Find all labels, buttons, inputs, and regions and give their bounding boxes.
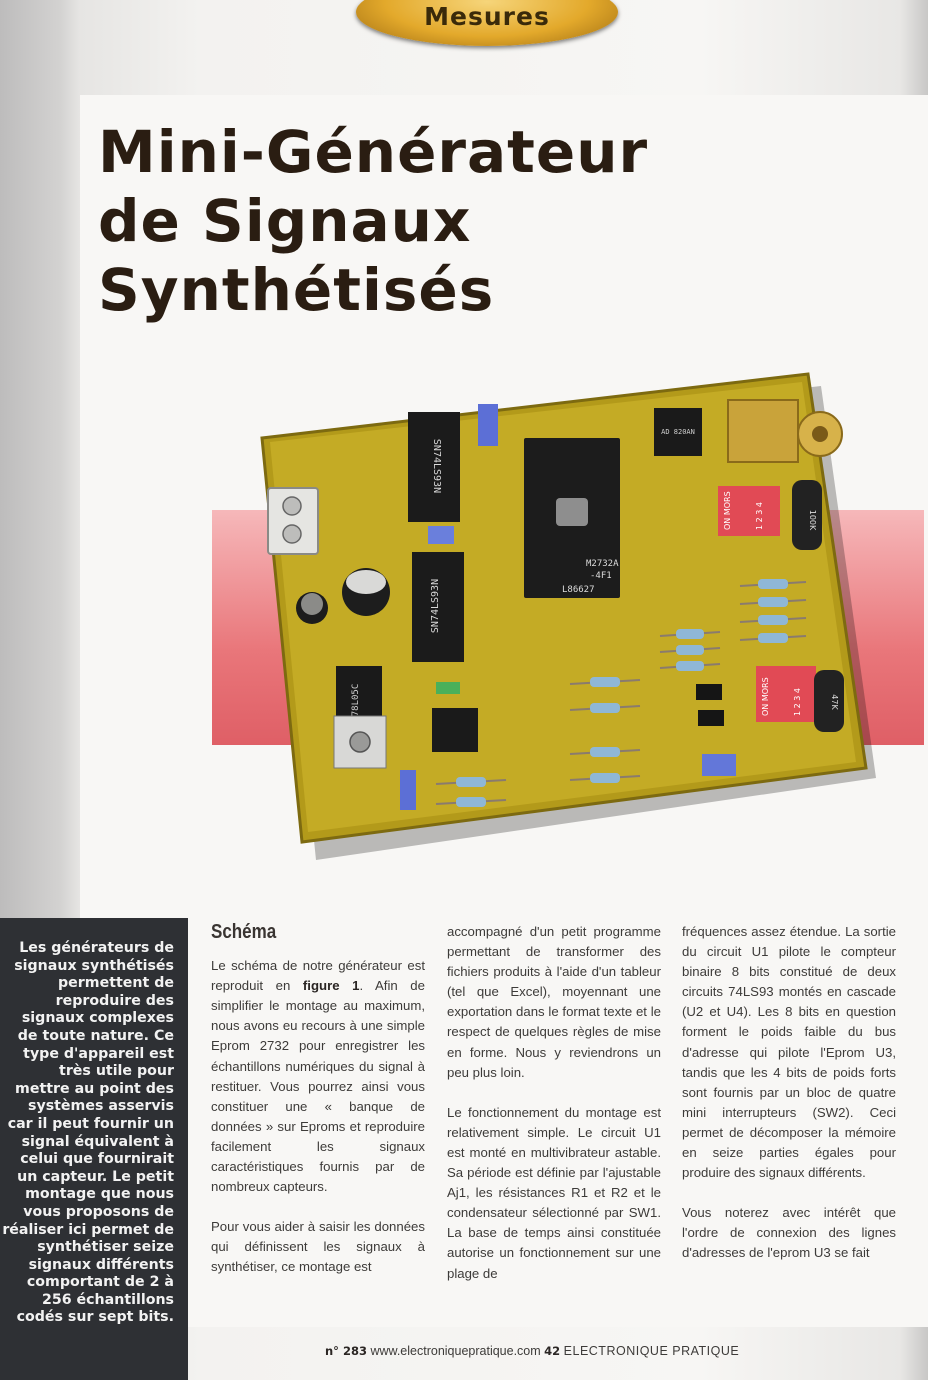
col3-paragraph-2: Vous noterez avec intérêt que l'ordre de connexion des lignes d'adresses de l'eprom U3 se fait xyxy=(682,1205,896,1261)
col2-paragraph-2: Le fonctionnement du montage est relativement simple. Le circuit U1 est monté en multivibrateur astable. Sa période est définie par l'ajustable Aj1, les résistances R1 et R2 et le condensateur sélectionné par SW1. La base de temps ainsi constituée autorise un fonctionnement sur une plage de xyxy=(447,1104,661,1281)
chip-label-u4: SN74LS93N xyxy=(430,578,441,634)
col1-paragraph-2: Pour vous aider à saisir les données qui définissent les signaux à synthétiser, ce montage est xyxy=(211,1219,425,1275)
col2-paragraph-1: accompagné d'un petit programme permettant de transformer des fichiers produits à l'aide d'un tableur (tel que Excel), moyennant une exportation dans le format texte et le respect de quelques règles de mise en forme. Nous y reviendrons un peu plus loin. xyxy=(447,924,661,1080)
eprom-label: M2732A xyxy=(586,559,619,569)
circuit-board-photo xyxy=(240,370,880,860)
dip-label-1: ON MORS xyxy=(723,491,732,530)
text-column-3 xyxy=(682,922,896,1264)
chip-label-u2: SN74LS93N xyxy=(431,438,442,494)
col1-paragraph-1 xyxy=(211,956,425,1197)
page-footer xyxy=(325,1344,739,1358)
sidebar-intro xyxy=(0,918,188,1380)
footer-magazine: ELECTRONIQUE PRATIQUE xyxy=(563,1344,740,1358)
title-line-3: Synthétisés xyxy=(98,256,495,324)
article-title xyxy=(98,118,648,325)
regulator-label: 78L05C xyxy=(351,683,361,717)
dip-nums-1: 1 2 3 4 xyxy=(755,502,764,530)
col1-p1-rest: . Afin de simplifier le montage au maximum, nous avons eu recours à une simple Eprom 2732 pour enregistrer les échantillons numériques du signal à restituer. Vous pourrez ainsi vous constituer une « banque de données » sur Eproms et reproduire facilement les signaux caractéristiques fournis par de nombreux capteurs. xyxy=(211,978,425,1195)
footer-page-number: 42 xyxy=(544,1344,561,1358)
section-badge-label: Mesures xyxy=(424,2,550,31)
col1-p1-start: Le schéma de notre générateur est reproduit en xyxy=(211,958,425,994)
opamp-label: AD 820AN xyxy=(661,428,695,436)
footer-url: www.electroniquepratique.com xyxy=(370,1344,541,1358)
col3-paragraph-1: fréquences assez étendue. La sortie du circuit U1 pilote le compteur binaire 8 bits constitué de deux circuits 74LS93 montés en cascade (U2 et U4). Les 8 bits en question forment le poids faible du bus d'adresse qui pilote l'Eprom U3, tandis que les 4 bits de poids forts sont fournis par un bloc de quatre mini interrupteurs (SW2). Ceci permet de décomposer la mémoire en seize parties égales pour produire des signaux différents. xyxy=(682,924,896,1181)
text-column-2 xyxy=(447,922,661,1284)
sidebar-intro-text: Les générateurs de signaux synthétisés permettent de reproduire des signaux complexes de toute nature. Ce type d'appareil est très utile pour mettre au point des systèmes asservis car il peut fournir un signal équivalent à celui que fournirait un capteur. Le petit montage que nous vous proposons de réaliser ici permet de synthétiser seize signaux différents comportant de 2 à 256 échantillons codés sur sept bits. xyxy=(2,940,174,1326)
dip-nums-2: 1 2 3 4 xyxy=(793,688,802,716)
text-column-1 xyxy=(211,922,425,1278)
section-heading: Schéma xyxy=(211,921,277,943)
pot-label-2: 47K xyxy=(830,694,839,710)
figure-reference: figure 1 xyxy=(302,978,360,994)
title-line-1: Mini-Générateur xyxy=(98,118,649,186)
title-line-2: de Signaux xyxy=(98,187,472,255)
dip-label-2: ON MORS xyxy=(761,677,770,716)
footer-issue: n° 283 xyxy=(325,1344,367,1358)
pot-label-1: 100K xyxy=(808,509,817,531)
eprom-lot: L86627 xyxy=(562,585,595,595)
eprom-code: -4F1 xyxy=(590,571,612,581)
